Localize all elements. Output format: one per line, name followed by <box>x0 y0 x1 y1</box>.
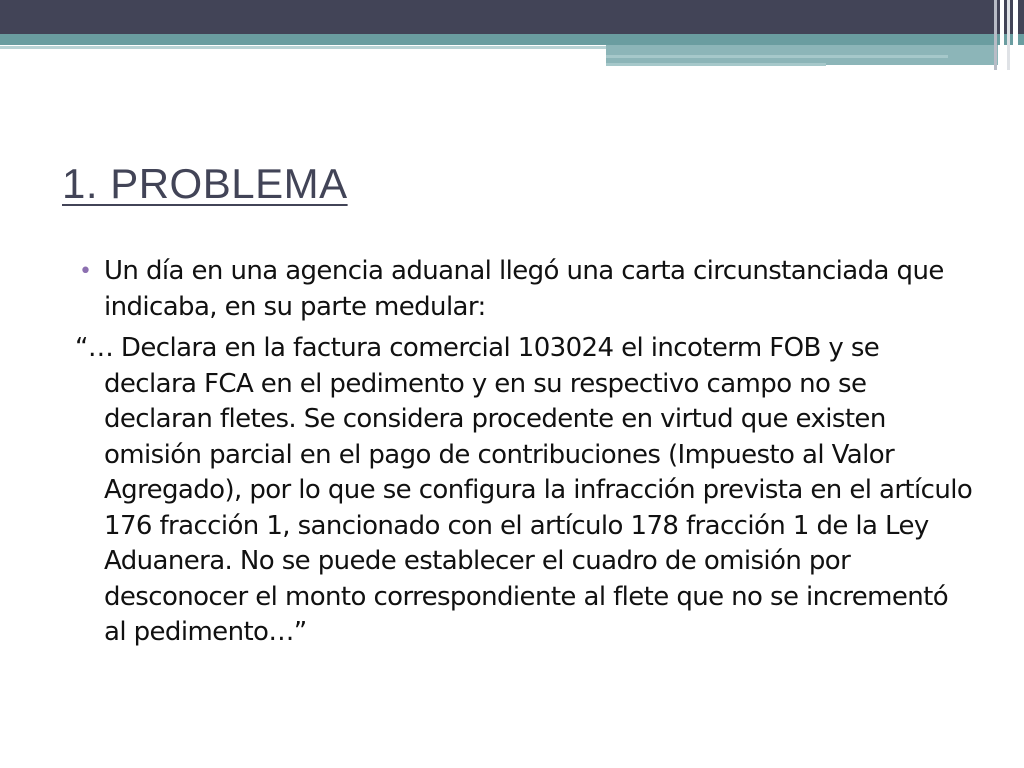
header-teal-band <box>0 34 1024 45</box>
bullet-item <box>75 254 975 325</box>
header-right-block <box>606 45 998 65</box>
bullet-dot-icon: • <box>79 259 92 284</box>
header-vertical-stripe <box>1000 0 1004 70</box>
header-thin-line <box>0 46 606 49</box>
slide-body <box>75 254 975 651</box>
slide-title: 1. PROBLEMA <box>62 160 348 207</box>
header-dark-band <box>0 0 1024 34</box>
header-thin-line <box>606 55 948 58</box>
bullet-text: Un día en una agencia aduanal llegó una carta circunstanciada que indicaba, en su parte medular: <box>104 256 944 322</box>
header-vertical-stripe <box>1007 0 1010 70</box>
header-thin-line <box>606 63 826 66</box>
header-vertical-stripe <box>994 0 997 70</box>
quote-paragraph: “… Declara en la factura comercial 103024 el incoterm FOB y se declara FCA en el pedimento y en su respectivo campo no se declaran fletes. Se considera procedente en virtud que existen omisión parcial en el pago de contribuciones (Impuesto al Valor Agregado), por lo que se configura la infracción prevista en el artículo 176 fracción 1, sancionado con el artículo 178 fracción 1 de la Ley Aduanera. No se puede establecer el cuadro de omisión por desconocer el monto correspondiente al flete que no se incrementó al pedimento…” <box>75 333 973 647</box>
header-vertical-stripe <box>1013 0 1018 70</box>
